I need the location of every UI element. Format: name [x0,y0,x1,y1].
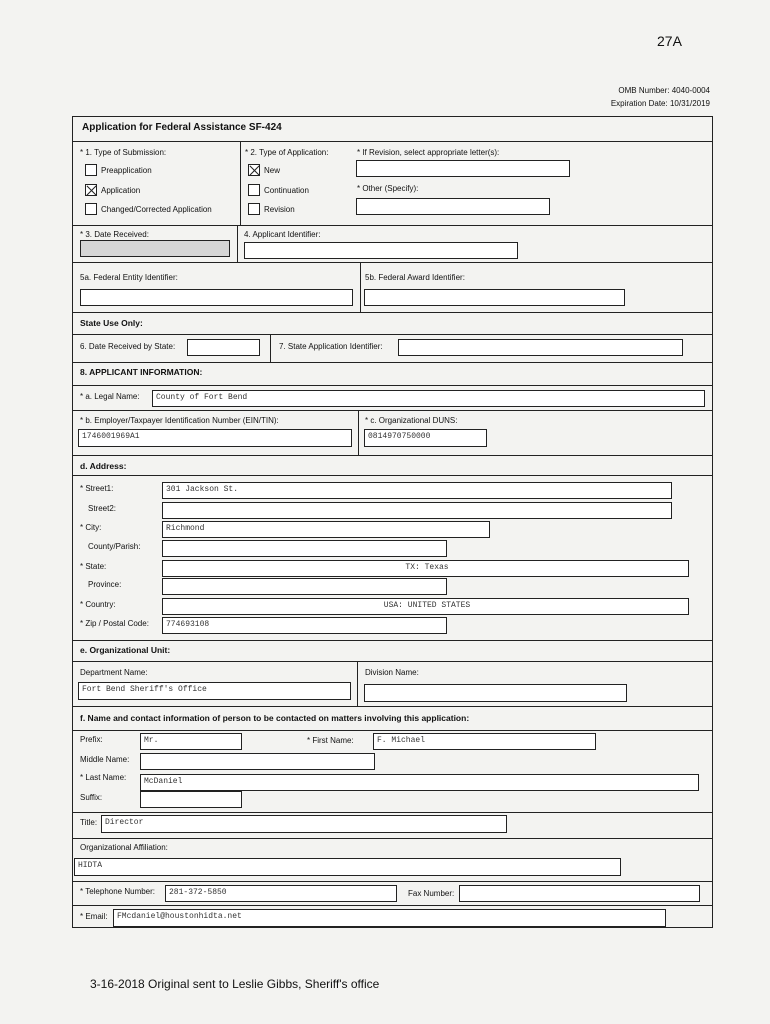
federal-award-label: 5b. Federal Award Identifier: [365,273,465,282]
continuation-label: Continuation [264,186,309,195]
date-received-field[interactable] [80,240,230,257]
federal-entity-label: 5a. Federal Entity Identifier: [80,273,178,282]
ein-label: * b. Employer/Taxpayer Identification Number (EIN/TIN): [80,416,279,425]
revision-label: Revision [264,205,295,214]
applicant-info-header: 8. APPLICANT INFORMATION: [80,367,203,377]
street2-field[interactable] [162,502,672,519]
federal-award-field[interactable] [364,289,625,306]
middle-name-label: Middle Name: [80,755,130,764]
city-label: * City: [80,523,102,532]
zip-field[interactable]: 774693108 [162,617,447,634]
title-field[interactable]: Director [101,815,507,833]
other-specify-label: * Other (Specify): [357,184,419,193]
expiration-date: Expiration Date: 10/31/2019 [610,99,710,108]
address-header: d. Address: [80,461,127,471]
last-name-label: * Last Name: [80,773,127,782]
department-label: Department Name: [80,668,148,677]
new-checkbox[interactable] [248,164,260,176]
revision-checkbox[interactable] [248,203,260,215]
title-label: Title: [80,818,98,827]
submission-type-label: * 1. Type of Submission: [80,148,167,157]
middle-name-field[interactable] [140,753,375,770]
province-field[interactable] [162,578,447,595]
suffix-label: Suffix: [80,793,103,802]
country-field[interactable]: USA: UNITED STATES [162,598,689,615]
federal-entity-field[interactable] [80,289,353,306]
applicant-identifier-label: 4. Applicant Identifier: [244,230,321,239]
email-label: * Email: [80,912,108,921]
changed-application-label: Changed/Corrected Application [101,205,212,214]
affiliation-label: Organizational Affiliation: [80,843,168,852]
street1-label: * Street1: [80,484,114,493]
revision-letter-label: * If Revision, select appropriate letter(s): [357,148,500,157]
city-field[interactable]: Richmond [162,521,490,538]
telephone-label: * Telephone Number: [80,887,156,896]
application-type-label: * 2. Type of Application: [245,148,329,157]
changed-application-checkbox[interactable] [85,203,97,215]
new-label: New [264,166,281,175]
state-app-id-field[interactable] [398,339,683,356]
application-label: Application [101,186,141,195]
county-field[interactable] [162,540,447,557]
country-label: * Country: [80,600,116,609]
first-name-label: * First Name: [307,736,354,745]
form-title: Application for Federal Assistance SF-424 [82,122,282,133]
fax-field[interactable] [459,885,700,902]
preapplication-label: Preapplication [101,166,152,175]
contact-header: f. Name and contact information of person to be contacted on matters involving this application: [80,713,470,723]
telephone-field[interactable]: 281-372-5850 [165,885,397,902]
applicant-identifier-field[interactable] [244,242,518,259]
state-field[interactable]: TX: Texas [162,560,689,577]
street1-field[interactable]: 301 Jackson St. [162,482,672,499]
state-app-id-label: 7. State Application Identifier: [279,342,383,351]
affiliation-field[interactable]: HIDTA [74,858,621,876]
legal-name-label: * a. Legal Name: [80,392,140,401]
legal-name-field[interactable]: County of Fort Bend [152,390,705,407]
date-received-label: * 3. Date Received: [80,230,149,239]
preapplication-checkbox[interactable] [85,164,97,176]
continuation-checkbox[interactable] [248,184,260,196]
county-label: County/Parish: [88,542,141,551]
omb-number: OMB Number: 4040-0004 [618,86,710,95]
fax-label: Fax Number: [408,889,455,898]
state-label: * State: [80,562,107,571]
last-name-field[interactable]: McDaniel [140,774,699,791]
prefix-label: Prefix: [80,735,103,744]
footer-note: 3-16-2018 Original sent to Leslie Gibbs, Sheriff's office [90,977,380,991]
duns-label: * c. Organizational DUNS: [365,416,458,425]
application-checkbox[interactable] [85,184,97,196]
state-use-header: State Use Only: [80,318,143,328]
street2-label: Street2: [88,504,117,513]
revision-letter-field[interactable] [356,160,570,177]
state-date-field[interactable] [187,339,260,356]
state-date-label: 6. Date Received by State: [80,342,176,351]
org-unit-header: e. Organizational Unit: [80,645,171,655]
zip-label: * Zip / Postal Code: [80,619,149,628]
first-name-field[interactable]: F. Michael [373,733,596,750]
ein-field[interactable]: 1746001969A1 [78,429,352,447]
department-field[interactable]: Fort Bend Sheriff's Office [78,682,351,700]
page-number: 27A [657,33,682,49]
division-label: Division Name: [365,668,419,677]
suffix-field[interactable] [140,791,242,808]
division-field[interactable] [364,684,627,702]
duns-field[interactable]: 0814970750000 [364,429,487,447]
prefix-field[interactable]: Mr. [140,733,242,750]
province-label: Province: [88,580,122,589]
other-specify-field[interactable] [356,198,550,215]
email-field[interactable]: FMcdaniel@houstonhidta.net [113,909,666,927]
